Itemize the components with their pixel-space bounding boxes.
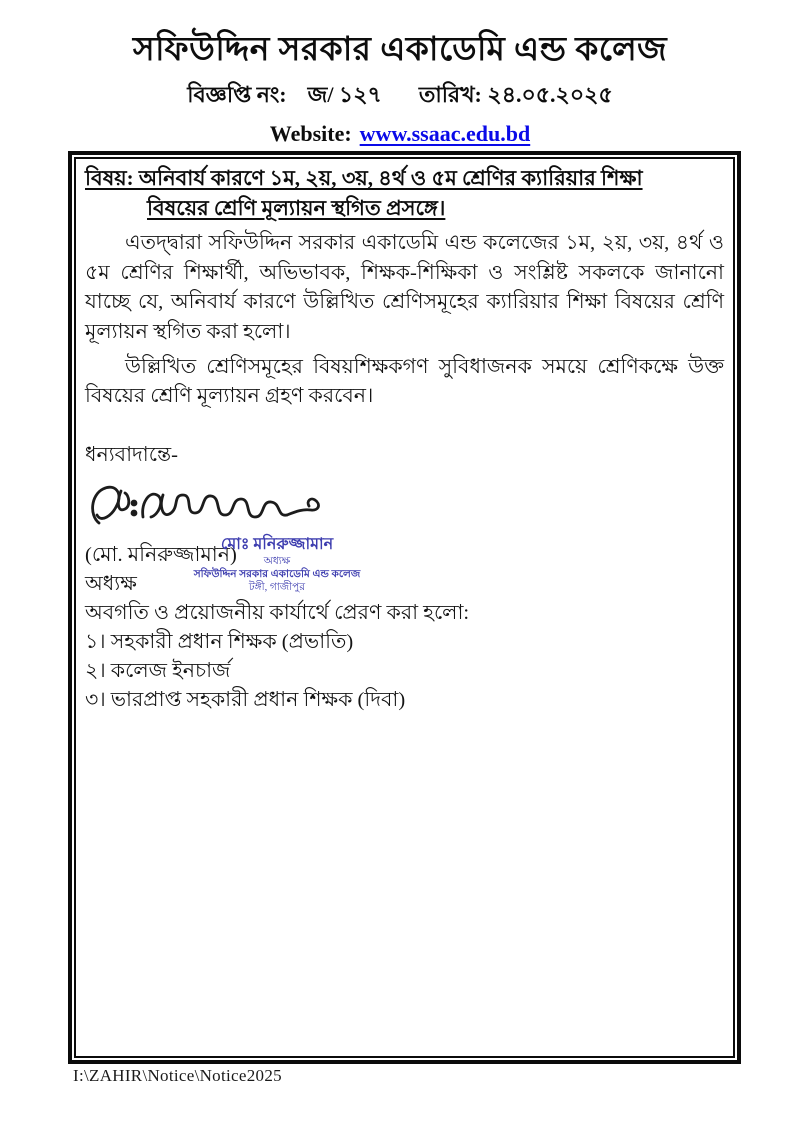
subject-line-2: বিষয়ের শ্রেণি মূল্যায়ন স্থগিত প্রসঙ্গে। xyxy=(147,196,446,221)
distribution-item-1: ১। সহকারী প্রধান শিক্ষক (প্রভাতি) xyxy=(85,631,354,654)
signer-block xyxy=(85,536,724,715)
website-line xyxy=(0,121,800,147)
date-value: ২৪.০৫.২০২৫ xyxy=(487,81,613,107)
date-label: তারিখ: xyxy=(418,81,482,107)
document-header xyxy=(0,32,800,147)
notice-number-date-line xyxy=(0,78,800,115)
stamp-name: মোঃ মনিরুজ্জামান xyxy=(220,536,334,554)
distribution-item-2: ২। কলেজ ইনচার্জ xyxy=(85,660,231,683)
signer-designation: অধ্যক্ষ xyxy=(85,573,137,596)
distribution-heading: অবগতি ও প্রয়োজনীয় কার্যার্থে প্রেরণ করা হলো: xyxy=(85,602,470,625)
subject-block xyxy=(85,163,724,224)
school-name-title: সফিউদ্দিন সরকার একাডেমি এন্ড কলেজ xyxy=(132,32,668,68)
signer-name: (মো. মনিরুজ্জামান) xyxy=(85,544,237,567)
notice-number-label: বিজ্ঞপ্তি নং: xyxy=(187,81,287,107)
stamp-designation: অধ্যক্ষ xyxy=(263,556,291,568)
website-link[interactable]: www.ssaac.edu.bd xyxy=(359,120,531,146)
footer-file-path: I:\ZAHIR\Notice\Notice2025 xyxy=(73,1066,282,1085)
notice-border-box-inner xyxy=(74,157,735,1058)
body-paragraph-2: উল্লিখিত শ্রেণিসমূহের বিষয়শিক্ষকগণ সুবিধাজনক সময়ে শ্রেণিকক্ষে উক্ত বিষয়ের শ্রেণি মূল্যায়ন গ্রহণ করবেন। xyxy=(85,355,724,408)
notice-border-box xyxy=(68,151,741,1064)
website-label: Website: xyxy=(269,120,352,146)
distribution-item-3: ৩। ভারপ্রাপ্ত সহকারী প্রধান শিক্ষক (দিবা) xyxy=(85,689,406,712)
notice-number-value: জ/ ১২৭ xyxy=(307,81,382,107)
stamp-institution: সফিউদ্দিন সরকার একাডেমি এন্ড কলেজ xyxy=(193,569,361,581)
body-paragraph-1: এতদ্দ্বারা সফিউদ্দিন সরকার একাডেমি এন্ড কলেজের ১ম, ২য়, ৩য়, ৪র্থ ও ৫ম শ্রেণির শিক্ষার্থী, অভিভাবক, শিক্ষক-শিক্ষিকা ও সংশ্লিষ্ট সকলকে জানানো যাচ্ছে যে, অনিবার্য কারণে উল্লিখিত শ্রেণিসমূহের ক্যারিয়ার শিক্ষা বিষয়ের শ্রেণি মূল্যায়ন স্থগিত করা হলো। xyxy=(85,231,724,344)
stamp-location: টঙ্গী, গাজীপুর xyxy=(248,582,306,594)
closing-line: ধন্যবাদান্তে- xyxy=(85,444,178,467)
handwritten-signature-icon xyxy=(87,479,327,539)
subject-line-1: বিষয়: অনিবার্য কারণে ১ম, ২য়, ৩য়, ৪র্থ ও ৫ম শ্রেণির ক্যারিয়ার শিক্ষা xyxy=(85,166,643,190)
signature-image xyxy=(87,479,724,541)
